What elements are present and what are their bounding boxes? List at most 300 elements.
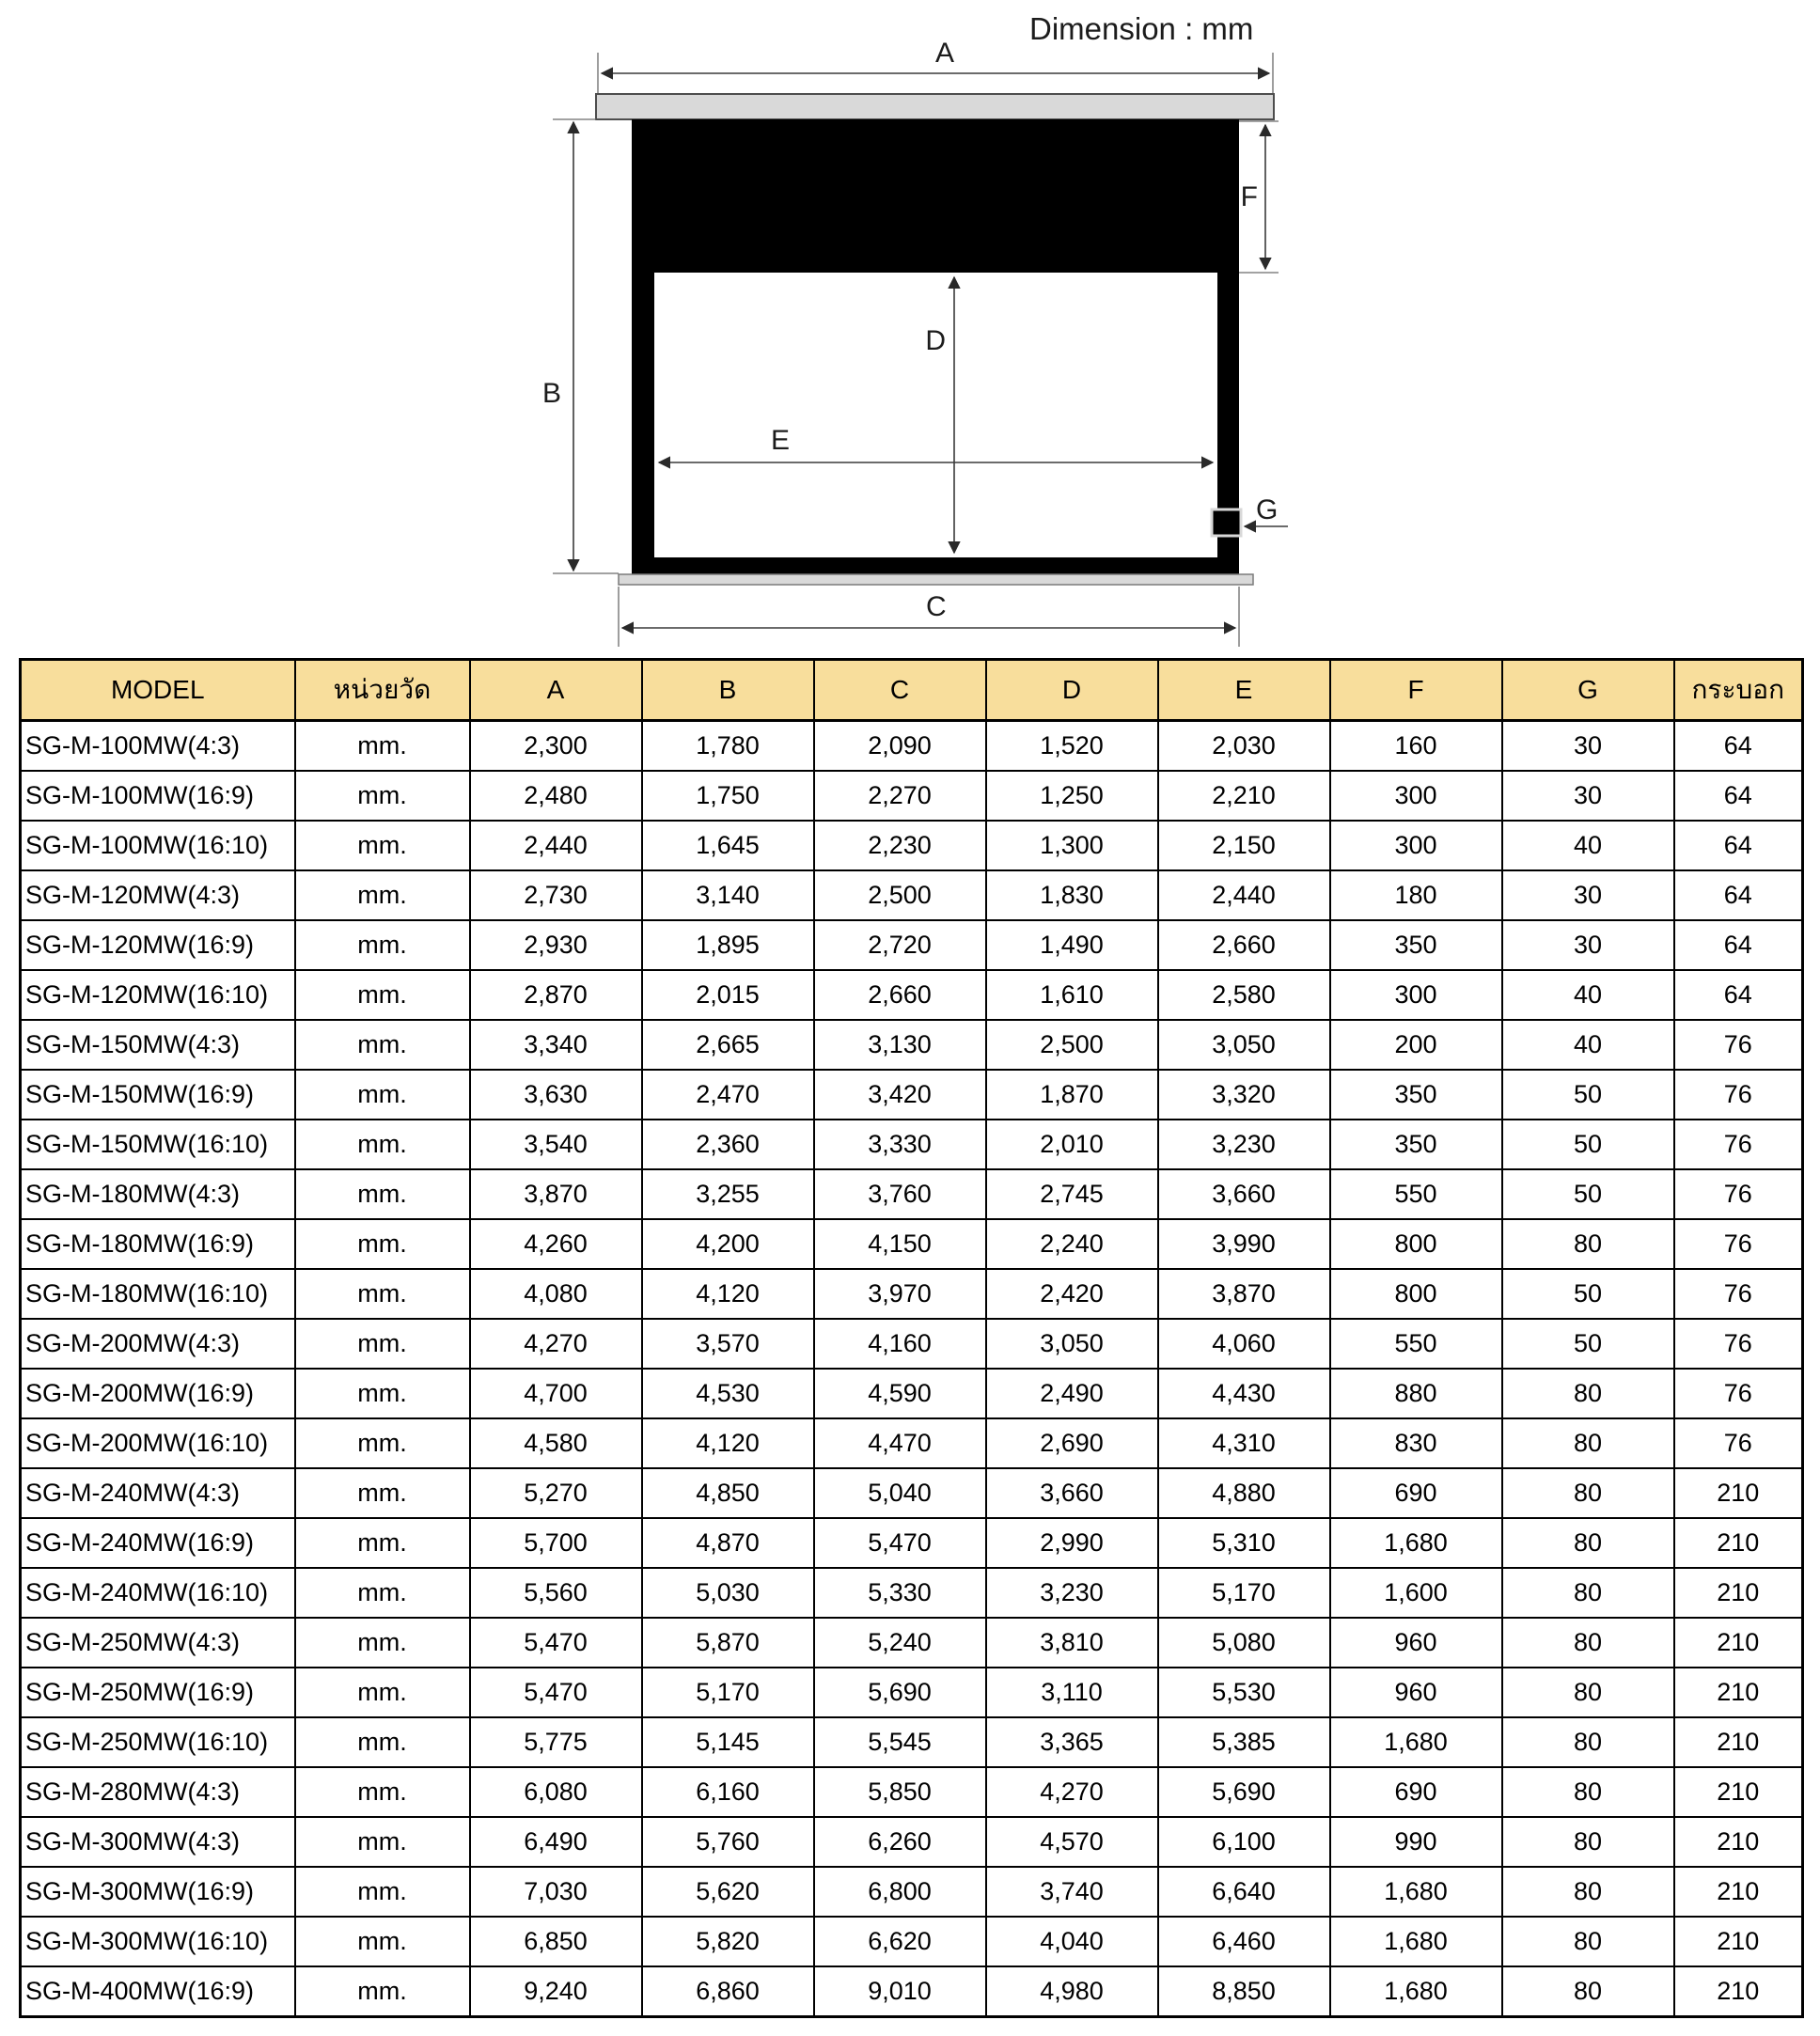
value-cell: 80 bbox=[1502, 1767, 1674, 1817]
unit-cell: mm. bbox=[295, 1070, 470, 1120]
value-cell: 80 bbox=[1502, 1668, 1674, 1717]
unit-cell: mm. bbox=[295, 821, 470, 870]
value-cell: 76 bbox=[1674, 1070, 1803, 1120]
table-row bbox=[21, 1917, 1803, 1966]
value-cell: 80 bbox=[1502, 1618, 1674, 1668]
value-cell: 3,740 bbox=[986, 1867, 1158, 1917]
value-cell: 4,850 bbox=[642, 1468, 814, 1518]
model-cell: SG-M-150MW(4:3) bbox=[21, 1020, 295, 1070]
value-cell: 3,760 bbox=[814, 1169, 986, 1219]
value-cell: 3,570 bbox=[642, 1319, 814, 1369]
value-cell: 80 bbox=[1502, 1917, 1674, 1966]
table-row bbox=[21, 1020, 1803, 1070]
column-header-9: กระบอก bbox=[1674, 660, 1803, 721]
value-cell: 350 bbox=[1330, 1120, 1502, 1169]
value-cell: 30 bbox=[1502, 870, 1674, 920]
column-header-1: หน่วยวัด bbox=[295, 660, 470, 721]
value-cell: 5,470 bbox=[470, 1668, 642, 1717]
value-cell: 1,680 bbox=[1330, 1966, 1502, 2017]
unit-cell: mm. bbox=[295, 1418, 470, 1468]
value-cell: 3,340 bbox=[470, 1020, 642, 1070]
value-cell: 1,680 bbox=[1330, 1518, 1502, 1568]
value-cell: 800 bbox=[1330, 1269, 1502, 1319]
value-cell: 4,570 bbox=[986, 1817, 1158, 1867]
unit-cell: mm. bbox=[295, 1518, 470, 1568]
value-cell: 5,145 bbox=[642, 1717, 814, 1767]
table-row bbox=[21, 1369, 1803, 1418]
value-cell: 40 bbox=[1502, 821, 1674, 870]
value-cell: 3,050 bbox=[1158, 1020, 1330, 1070]
dim-d-label: D bbox=[925, 325, 946, 356]
table-row bbox=[21, 970, 1803, 1020]
value-cell: 5,385 bbox=[1158, 1717, 1330, 1767]
unit-cell: mm. bbox=[295, 1668, 470, 1717]
value-cell: 2,730 bbox=[470, 870, 642, 920]
value-cell: 50 bbox=[1502, 1269, 1674, 1319]
value-cell: 5,690 bbox=[1158, 1767, 1330, 1817]
model-cell: SG-M-200MW(16:10) bbox=[21, 1418, 295, 1468]
value-cell: 5,700 bbox=[470, 1518, 642, 1568]
model-cell: SG-M-300MW(4:3) bbox=[21, 1817, 295, 1867]
value-cell: 4,310 bbox=[1158, 1418, 1330, 1468]
value-cell: 3,110 bbox=[986, 1668, 1158, 1717]
value-cell: 80 bbox=[1502, 1468, 1674, 1518]
value-cell: 300 bbox=[1330, 970, 1502, 1020]
value-cell: 210 bbox=[1674, 1568, 1803, 1618]
screen-dimension-diagram bbox=[0, 0, 1820, 656]
table-row bbox=[21, 1668, 1803, 1717]
value-cell: 4,580 bbox=[470, 1418, 642, 1468]
model-cell: SG-M-400MW(16:9) bbox=[21, 1966, 295, 2017]
value-cell: 6,080 bbox=[470, 1767, 642, 1817]
value-cell: 4,870 bbox=[642, 1518, 814, 1568]
value-cell: 2,580 bbox=[1158, 970, 1330, 1020]
value-cell: 5,870 bbox=[642, 1618, 814, 1668]
unit-cell: mm. bbox=[295, 721, 470, 772]
value-cell: 6,800 bbox=[814, 1867, 986, 1917]
unit-cell: mm. bbox=[295, 1767, 470, 1817]
model-cell: SG-M-180MW(4:3) bbox=[21, 1169, 295, 1219]
unit-cell: mm. bbox=[295, 1120, 470, 1169]
dim-a-label: A bbox=[935, 38, 955, 69]
model-cell: SG-M-250MW(4:3) bbox=[21, 1618, 295, 1668]
unit-cell: mm. bbox=[295, 1468, 470, 1518]
value-cell: 2,990 bbox=[986, 1518, 1158, 1568]
viewing-area bbox=[654, 273, 1217, 557]
dimension-unit-note: Dimension : mm bbox=[1029, 11, 1254, 46]
value-cell: 1,750 bbox=[642, 771, 814, 821]
value-cell: 80 bbox=[1502, 1966, 1674, 2017]
dim-c-label: C bbox=[926, 591, 947, 622]
value-cell: 2,360 bbox=[642, 1120, 814, 1169]
value-cell: 1,895 bbox=[642, 920, 814, 970]
value-cell: 690 bbox=[1330, 1767, 1502, 1817]
value-cell: 5,080 bbox=[1158, 1618, 1330, 1668]
value-cell: 4,260 bbox=[470, 1219, 642, 1269]
value-cell: 3,320 bbox=[1158, 1070, 1330, 1120]
value-cell: 2,210 bbox=[1158, 771, 1330, 821]
unit-cell: mm. bbox=[295, 920, 470, 970]
column-header-3: B bbox=[642, 660, 814, 721]
column-header-7: F bbox=[1330, 660, 1502, 721]
value-cell: 210 bbox=[1674, 1867, 1803, 1917]
table-body bbox=[21, 721, 1803, 2017]
table-row bbox=[21, 1966, 1803, 2017]
value-cell: 800 bbox=[1330, 1219, 1502, 1269]
table-row bbox=[21, 821, 1803, 870]
table-row bbox=[21, 1319, 1803, 1369]
value-cell: 2,030 bbox=[1158, 721, 1330, 772]
value-cell: 3,540 bbox=[470, 1120, 642, 1169]
table-row bbox=[21, 1568, 1803, 1618]
table-row bbox=[21, 1867, 1803, 1917]
value-cell: 1,645 bbox=[642, 821, 814, 870]
value-cell: 3,420 bbox=[814, 1070, 986, 1120]
value-cell: 76 bbox=[1674, 1169, 1803, 1219]
value-cell: 1,610 bbox=[986, 970, 1158, 1020]
value-cell: 76 bbox=[1674, 1020, 1803, 1070]
value-cell: 6,100 bbox=[1158, 1817, 1330, 1867]
value-cell: 2,870 bbox=[470, 970, 642, 1020]
value-cell: 4,430 bbox=[1158, 1369, 1330, 1418]
value-cell: 830 bbox=[1330, 1418, 1502, 1468]
value-cell: 1,520 bbox=[986, 721, 1158, 772]
value-cell: 5,310 bbox=[1158, 1518, 1330, 1568]
value-cell: 64 bbox=[1674, 920, 1803, 970]
value-cell: 5,470 bbox=[814, 1518, 986, 1568]
value-cell: 6,490 bbox=[470, 1817, 642, 1867]
value-cell: 210 bbox=[1674, 1668, 1803, 1717]
table-row bbox=[21, 1468, 1803, 1518]
model-cell: SG-M-280MW(4:3) bbox=[21, 1767, 295, 1817]
model-cell: SG-M-250MW(16:10) bbox=[21, 1717, 295, 1767]
table-row bbox=[21, 721, 1803, 772]
value-cell: 30 bbox=[1502, 771, 1674, 821]
value-cell: 30 bbox=[1502, 721, 1674, 772]
value-cell: 960 bbox=[1330, 1618, 1502, 1668]
value-cell: 3,230 bbox=[1158, 1120, 1330, 1169]
value-cell: 3,810 bbox=[986, 1618, 1158, 1668]
value-cell: 6,620 bbox=[814, 1917, 986, 1966]
value-cell: 1,300 bbox=[986, 821, 1158, 870]
value-cell: 50 bbox=[1502, 1120, 1674, 1169]
column-header-6: E bbox=[1158, 660, 1330, 721]
value-cell: 6,860 bbox=[642, 1966, 814, 2017]
value-cell: 2,440 bbox=[470, 821, 642, 870]
dim-b-label: B bbox=[541, 378, 561, 409]
value-cell: 2,500 bbox=[986, 1020, 1158, 1070]
value-cell: 4,120 bbox=[642, 1418, 814, 1468]
value-cell: 1,250 bbox=[986, 771, 1158, 821]
model-cell: SG-M-120MW(16:9) bbox=[21, 920, 295, 970]
table-row bbox=[21, 920, 1803, 970]
value-cell: 9,240 bbox=[470, 1966, 642, 2017]
value-cell: 5,170 bbox=[642, 1668, 814, 1717]
value-cell: 4,470 bbox=[814, 1418, 986, 1468]
unit-cell: mm. bbox=[295, 1319, 470, 1369]
value-cell: 2,660 bbox=[814, 970, 986, 1020]
value-cell: 4,200 bbox=[642, 1219, 814, 1269]
value-cell: 2,015 bbox=[642, 970, 814, 1020]
value-cell: 3,990 bbox=[1158, 1219, 1330, 1269]
value-cell: 210 bbox=[1674, 1618, 1803, 1668]
value-cell: 550 bbox=[1330, 1169, 1502, 1219]
value-cell: 5,560 bbox=[470, 1568, 642, 1618]
model-cell: SG-M-240MW(16:10) bbox=[21, 1568, 295, 1618]
column-header-5: D bbox=[986, 660, 1158, 721]
value-cell: 80 bbox=[1502, 1817, 1674, 1867]
value-cell: 2,230 bbox=[814, 821, 986, 870]
model-cell: SG-M-150MW(16:10) bbox=[21, 1120, 295, 1169]
value-cell: 80 bbox=[1502, 1717, 1674, 1767]
unit-cell: mm. bbox=[295, 1817, 470, 1867]
value-cell: 5,820 bbox=[642, 1917, 814, 1966]
column-header-2: A bbox=[470, 660, 642, 721]
table-row bbox=[21, 1418, 1803, 1468]
value-cell: 1,680 bbox=[1330, 1717, 1502, 1767]
value-cell: 5,620 bbox=[642, 1867, 814, 1917]
value-cell: 5,040 bbox=[814, 1468, 986, 1518]
value-cell: 210 bbox=[1674, 1717, 1803, 1767]
value-cell: 3,130 bbox=[814, 1020, 986, 1070]
value-cell: 6,640 bbox=[1158, 1867, 1330, 1917]
value-cell: 4,530 bbox=[642, 1369, 814, 1418]
value-cell: 80 bbox=[1502, 1369, 1674, 1418]
value-cell: 80 bbox=[1502, 1867, 1674, 1917]
table-row bbox=[21, 1070, 1803, 1120]
model-cell: SG-M-240MW(4:3) bbox=[21, 1468, 295, 1518]
value-cell: 50 bbox=[1502, 1319, 1674, 1369]
value-cell: 4,590 bbox=[814, 1369, 986, 1418]
table-row bbox=[21, 870, 1803, 920]
value-cell: 4,270 bbox=[470, 1319, 642, 1369]
value-cell: 6,460 bbox=[1158, 1917, 1330, 1966]
value-cell: 5,545 bbox=[814, 1717, 986, 1767]
unit-cell: mm. bbox=[295, 1717, 470, 1767]
value-cell: 50 bbox=[1502, 1169, 1674, 1219]
unit-cell: mm. bbox=[295, 1568, 470, 1618]
value-cell: 1,780 bbox=[642, 721, 814, 772]
unit-cell: mm. bbox=[295, 1917, 470, 1966]
value-cell: 5,170 bbox=[1158, 1568, 1330, 1618]
value-cell: 210 bbox=[1674, 1767, 1803, 1817]
value-cell: 300 bbox=[1330, 821, 1502, 870]
dim-f-label: F bbox=[1240, 181, 1258, 212]
value-cell: 3,330 bbox=[814, 1120, 986, 1169]
value-cell: 6,260 bbox=[814, 1817, 986, 1867]
value-cell: 50 bbox=[1502, 1070, 1674, 1120]
model-cell: SG-M-300MW(16:10) bbox=[21, 1917, 295, 1966]
value-cell: 4,080 bbox=[470, 1269, 642, 1319]
value-cell: 2,745 bbox=[986, 1169, 1158, 1219]
value-cell: 350 bbox=[1330, 1070, 1502, 1120]
value-cell: 2,090 bbox=[814, 721, 986, 772]
value-cell: 690 bbox=[1330, 1468, 1502, 1518]
value-cell: 9,010 bbox=[814, 1966, 986, 2017]
model-cell: SG-M-200MW(16:9) bbox=[21, 1369, 295, 1418]
model-cell: SG-M-100MW(4:3) bbox=[21, 721, 295, 772]
value-cell: 64 bbox=[1674, 970, 1803, 1020]
table-row bbox=[21, 1269, 1803, 1319]
value-cell: 30 bbox=[1502, 920, 1674, 970]
value-cell: 7,030 bbox=[470, 1867, 642, 1917]
screen-case bbox=[596, 94, 1274, 119]
value-cell: 4,060 bbox=[1158, 1319, 1330, 1369]
value-cell: 4,980 bbox=[986, 1966, 1158, 2017]
value-cell: 40 bbox=[1502, 1020, 1674, 1070]
value-cell: 160 bbox=[1330, 721, 1502, 772]
value-cell: 2,490 bbox=[986, 1369, 1158, 1418]
value-cell: 4,880 bbox=[1158, 1468, 1330, 1518]
value-cell: 76 bbox=[1674, 1120, 1803, 1169]
model-cell: SG-M-250MW(16:9) bbox=[21, 1668, 295, 1717]
value-cell: 3,230 bbox=[986, 1568, 1158, 1618]
value-cell: 1,680 bbox=[1330, 1867, 1502, 1917]
table-header bbox=[21, 660, 1803, 721]
value-cell: 210 bbox=[1674, 1966, 1803, 2017]
value-cell: 2,470 bbox=[642, 1070, 814, 1120]
table-row bbox=[21, 771, 1803, 821]
unit-cell: mm. bbox=[295, 970, 470, 1020]
value-cell: 3,660 bbox=[1158, 1169, 1330, 1219]
model-cell: SG-M-300MW(16:9) bbox=[21, 1867, 295, 1917]
value-cell: 3,630 bbox=[470, 1070, 642, 1120]
value-cell: 2,720 bbox=[814, 920, 986, 970]
value-cell: 2,010 bbox=[986, 1120, 1158, 1169]
model-cell: SG-M-120MW(4:3) bbox=[21, 870, 295, 920]
table-row bbox=[21, 1169, 1803, 1219]
value-cell: 3,660 bbox=[986, 1468, 1158, 1518]
value-cell: 2,300 bbox=[470, 721, 642, 772]
model-cell: SG-M-180MW(16:9) bbox=[21, 1219, 295, 1269]
table-row bbox=[21, 1219, 1803, 1269]
table-row bbox=[21, 1518, 1803, 1568]
value-cell: 300 bbox=[1330, 771, 1502, 821]
table-row bbox=[21, 1618, 1803, 1668]
value-cell: 5,470 bbox=[470, 1618, 642, 1668]
value-cell: 2,930 bbox=[470, 920, 642, 970]
value-cell: 2,240 bbox=[986, 1219, 1158, 1269]
value-cell: 990 bbox=[1330, 1817, 1502, 1867]
value-cell: 2,480 bbox=[470, 771, 642, 821]
value-cell: 5,330 bbox=[814, 1568, 986, 1618]
value-cell: 4,040 bbox=[986, 1917, 1158, 1966]
table-row bbox=[21, 1767, 1803, 1817]
value-cell: 80 bbox=[1502, 1518, 1674, 1568]
value-cell: 64 bbox=[1674, 771, 1803, 821]
value-cell: 210 bbox=[1674, 1817, 1803, 1867]
value-cell: 1,490 bbox=[986, 920, 1158, 970]
column-header-4: C bbox=[814, 660, 986, 721]
unit-cell: mm. bbox=[295, 771, 470, 821]
unit-cell: mm. bbox=[295, 1867, 470, 1917]
unit-cell: mm. bbox=[295, 1966, 470, 2017]
value-cell: 4,120 bbox=[642, 1269, 814, 1319]
value-cell: 64 bbox=[1674, 821, 1803, 870]
g-detail-block bbox=[1212, 509, 1241, 536]
value-cell: 5,690 bbox=[814, 1668, 986, 1717]
value-cell: 4,270 bbox=[986, 1767, 1158, 1817]
value-cell: 76 bbox=[1674, 1418, 1803, 1468]
model-cell: SG-M-100MW(16:9) bbox=[21, 771, 295, 821]
value-cell: 210 bbox=[1674, 1518, 1803, 1568]
value-cell: 76 bbox=[1674, 1269, 1803, 1319]
table-header-row bbox=[21, 660, 1803, 721]
value-cell: 2,660 bbox=[1158, 920, 1330, 970]
value-cell: 3,365 bbox=[986, 1717, 1158, 1767]
value-cell: 1,600 bbox=[1330, 1568, 1502, 1618]
value-cell: 880 bbox=[1330, 1369, 1502, 1418]
value-cell: 1,680 bbox=[1330, 1917, 1502, 1966]
value-cell: 5,240 bbox=[814, 1618, 986, 1668]
value-cell: 5,270 bbox=[470, 1468, 642, 1518]
value-cell: 80 bbox=[1502, 1418, 1674, 1468]
value-cell: 210 bbox=[1674, 1917, 1803, 1966]
value-cell: 2,420 bbox=[986, 1269, 1158, 1319]
value-cell: 4,700 bbox=[470, 1369, 642, 1418]
value-cell: 76 bbox=[1674, 1219, 1803, 1269]
value-cell: 1,830 bbox=[986, 870, 1158, 920]
value-cell: 550 bbox=[1330, 1319, 1502, 1369]
value-cell: 6,850 bbox=[470, 1917, 642, 1966]
value-cell: 5,030 bbox=[642, 1568, 814, 1618]
value-cell: 2,270 bbox=[814, 771, 986, 821]
unit-cell: mm. bbox=[295, 1169, 470, 1219]
value-cell: 80 bbox=[1502, 1568, 1674, 1618]
table-row bbox=[21, 1717, 1803, 1767]
column-header-0: MODEL bbox=[21, 660, 295, 721]
value-cell: 40 bbox=[1502, 970, 1674, 1020]
value-cell: 180 bbox=[1330, 870, 1502, 920]
value-cell: 350 bbox=[1330, 920, 1502, 970]
value-cell: 2,665 bbox=[642, 1020, 814, 1070]
value-cell: 3,970 bbox=[814, 1269, 986, 1319]
table-row bbox=[21, 1120, 1803, 1169]
unit-cell: mm. bbox=[295, 870, 470, 920]
value-cell: 76 bbox=[1674, 1369, 1803, 1418]
value-cell: 5,530 bbox=[1158, 1668, 1330, 1717]
unit-cell: mm. bbox=[295, 1020, 470, 1070]
dim-e-label: E bbox=[771, 425, 791, 456]
value-cell: 3,870 bbox=[1158, 1269, 1330, 1319]
model-cell: SG-M-200MW(4:3) bbox=[21, 1319, 295, 1369]
model-cell: SG-M-100MW(16:10) bbox=[21, 821, 295, 870]
value-cell: 4,160 bbox=[814, 1319, 986, 1369]
value-cell: 8,850 bbox=[1158, 1966, 1330, 2017]
value-cell: 2,500 bbox=[814, 870, 986, 920]
model-cell: SG-M-120MW(16:10) bbox=[21, 970, 295, 1020]
value-cell: 210 bbox=[1674, 1468, 1803, 1518]
dim-g-label: G bbox=[1256, 494, 1279, 525]
value-cell: 2,690 bbox=[986, 1418, 1158, 1468]
unit-cell: mm. bbox=[295, 1369, 470, 1418]
value-cell: 64 bbox=[1674, 721, 1803, 772]
value-cell: 3,870 bbox=[470, 1169, 642, 1219]
value-cell: 2,440 bbox=[1158, 870, 1330, 920]
value-cell: 76 bbox=[1674, 1319, 1803, 1369]
value-cell: 6,160 bbox=[642, 1767, 814, 1817]
unit-cell: mm. bbox=[295, 1269, 470, 1319]
model-cell: SG-M-180MW(16:10) bbox=[21, 1269, 295, 1319]
value-cell: 3,140 bbox=[642, 870, 814, 920]
value-cell: 5,775 bbox=[470, 1717, 642, 1767]
weight-bar bbox=[619, 574, 1253, 585]
model-cell: SG-M-240MW(16:9) bbox=[21, 1518, 295, 1568]
value-cell: 3,050 bbox=[986, 1319, 1158, 1369]
column-header-8: G bbox=[1502, 660, 1674, 721]
value-cell: 3,255 bbox=[642, 1169, 814, 1219]
value-cell: 5,760 bbox=[642, 1817, 814, 1867]
